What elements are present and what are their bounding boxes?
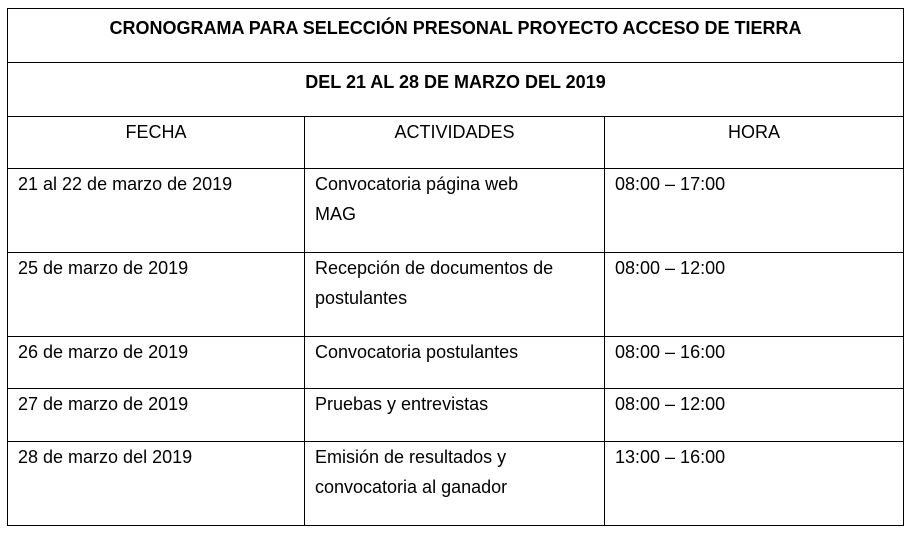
date-cell: 21 al 22 de marzo de 2019 xyxy=(8,169,305,253)
date-cell: 25 de marzo de 2019 xyxy=(8,253,305,337)
table-row xyxy=(8,253,904,337)
time-cell: 08:00 – 12:00 xyxy=(605,253,904,337)
column-header-hora: HORA xyxy=(605,117,904,169)
date-range: DEL 21 AL 28 DE MARZO DEL 2019 xyxy=(8,63,904,117)
time-cell: 08:00 – 17:00 xyxy=(605,169,904,253)
header-row xyxy=(8,117,904,169)
table-row xyxy=(8,389,904,442)
date-cell: 28 de marzo del 2019 xyxy=(8,442,305,526)
date-cell: 26 de marzo de 2019 xyxy=(8,337,305,389)
activity-cell: Convocatoria postulantes xyxy=(305,337,605,389)
table-row xyxy=(8,169,904,253)
schedule-table xyxy=(7,8,904,526)
time-cell: 13:00 – 16:00 xyxy=(605,442,904,526)
activity-cell: Convocatoria página web MAG xyxy=(305,169,605,253)
column-header-actividades: ACTIVIDADES xyxy=(305,117,605,169)
time-cell: 08:00 – 16:00 xyxy=(605,337,904,389)
activity-cell: Pruebas y entrevistas xyxy=(305,389,605,442)
activity-cell: Recepción de documentos de postulantes xyxy=(305,253,605,337)
table-row xyxy=(8,337,904,389)
column-header-fecha: FECHA xyxy=(8,117,305,169)
activity-cell: Emisión de resultados y convocatoria al ganador xyxy=(305,442,605,526)
date-cell: 27 de marzo de 2019 xyxy=(8,389,305,442)
table-row xyxy=(8,442,904,526)
date-range-row xyxy=(8,63,904,117)
document-title: CRONOGRAMA PARA SELECCIÓN PRESONAL PROYECTO ACCESO DE TIERRA xyxy=(8,9,904,63)
title-row xyxy=(8,9,904,63)
time-cell: 08:00 – 12:00 xyxy=(605,389,904,442)
